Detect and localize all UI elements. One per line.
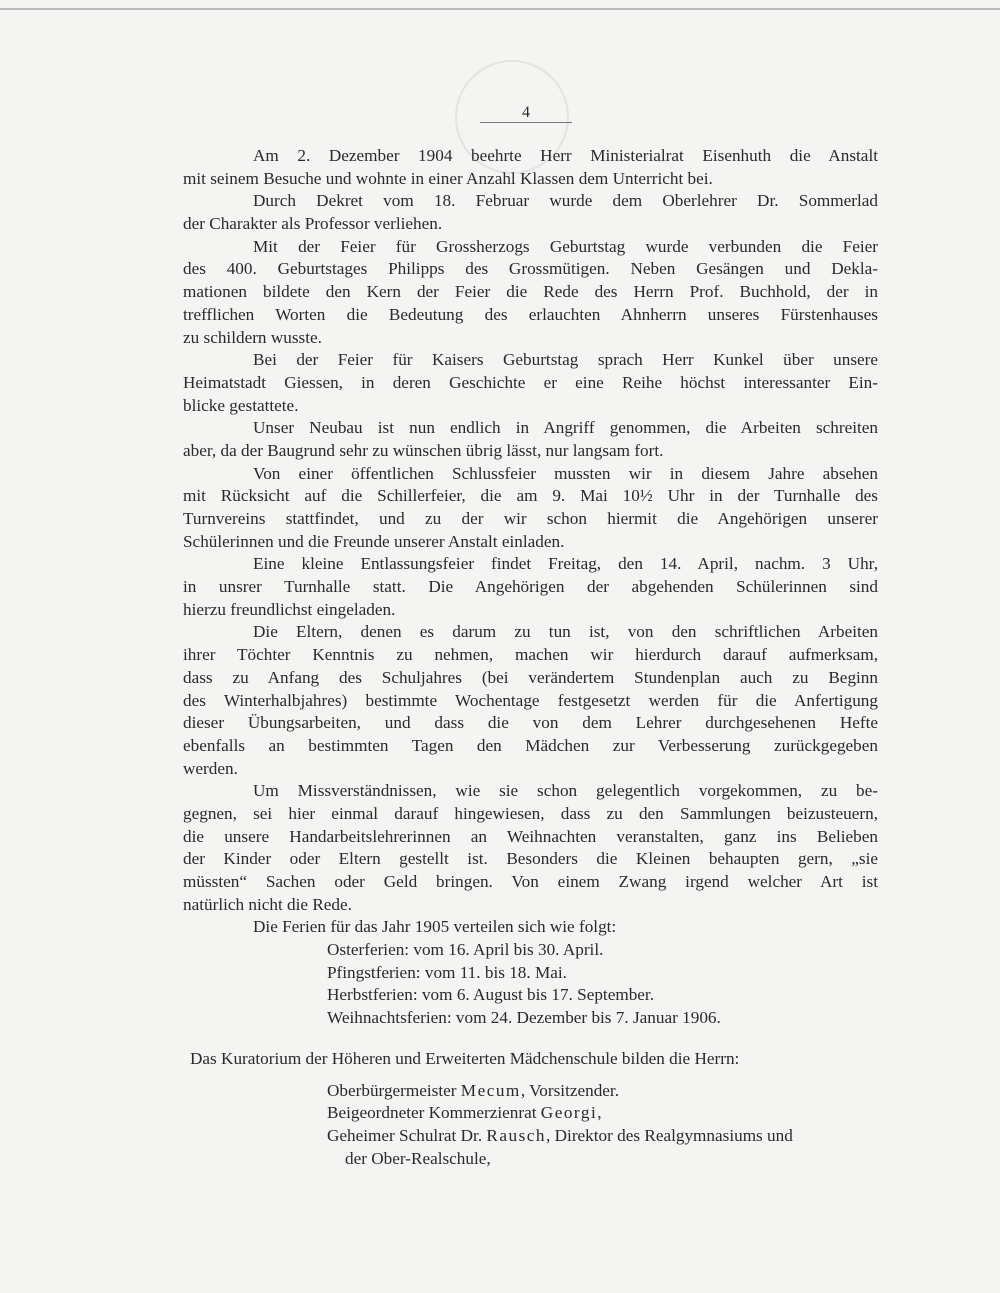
text-line: trefflichen Worten die Bedeutung des erlauchten Ahnherrn unseres Fürstenhauses: [183, 304, 878, 324]
member-name: Rausch: [486, 1125, 547, 1145]
text-line: Unser Neubau ist nun endlich in Angriff genommen, die Arbeiten schreiten: [253, 418, 878, 438]
text-line: des 400. Geburtstages Philipps des Grossmütigen. Neben Gesängen und Dekla-: [183, 259, 878, 279]
text-line: mationen bildete den Kern der Feier die Rede des Herrn Prof. Buchhold, der in: [183, 282, 878, 302]
text-line: natürlich nicht die Rede.: [183, 894, 352, 914]
member-post: , Vorsitzender.: [520, 1080, 619, 1100]
text-line: aber, da der Baugrund sehr zu wünschen übrig lässt, nur langsam fort.: [183, 440, 664, 460]
text-line: Mit der Feier für Grossherzogs Geburtstag wurde verbunden die Feier: [253, 236, 878, 256]
kuratorium-member: [183, 1102, 878, 1125]
member-pre: Oberbürgermeister: [327, 1080, 461, 1100]
scan-edge: [0, 8, 1000, 10]
member-pre: Geheimer Schulrat Dr.: [327, 1125, 487, 1145]
text-line: gegnen, sei hier einmal darauf hingewiesen, dass zu den Sammlungen beizusteuern,: [183, 803, 878, 823]
paragraph: [183, 463, 878, 554]
paragraph: [183, 780, 878, 916]
text-line: müssten“ Sachen oder Geld bringen. Von einem Zwang irgend welcher Art ist: [183, 872, 878, 891]
text-line: Die Eltern, denen es darum zu tun ist, von den schriftlichen Arbeiten: [253, 622, 878, 642]
text-line: Turnvereins stattfindet, und zu der wir schon hiermit die Angehörigen unserer: [183, 509, 878, 528]
text-line: Schülerinnen und die Freunde unserer Anstalt einladen.: [183, 531, 565, 551]
text-line: Am 2. Dezember 1904 beehrte Herr Ministerialrat Eisenhuth die Anstalt: [253, 146, 878, 165]
ferien-intro: Die Ferien für das Jahr 1905 verteilen sich wie folgt:: [253, 917, 617, 937]
paragraph: [183, 621, 878, 780]
document-body: [183, 145, 878, 1170]
text-line: der Kinder oder Eltern gestellt ist. Besonders die Kleinen behaupten gern, „sie: [183, 849, 878, 869]
paragraph: [183, 236, 878, 349]
paragraph: [183, 145, 878, 190]
text-line: Von einer öffentlichen Schlussfeier mussten wir in diesem Jahre absehen: [253, 463, 878, 483]
text-line: werden.: [183, 758, 238, 778]
member-post: ,: [597, 1103, 602, 1123]
paragraph: [183, 417, 878, 462]
kuratorium-continuation: der Ober-Realschule,: [345, 1148, 491, 1168]
paragraphs: [183, 145, 878, 916]
text-line: Durch Dekret vom 18. Februar wurde dem Oberlehrer Dr. Sommerlad: [253, 191, 878, 211]
kuratorium-list: [183, 1080, 878, 1148]
kuratorium-intro: Das Kuratorium der Höheren und Erweiterten Mädchenschule bilden die Herrn:: [190, 1048, 740, 1068]
text-line: ebenfalls an bestimmten Tagen den Mädchen zur Verbesserung zurückgegeben: [183, 735, 878, 755]
ferien-item: Osterferien: vom 16. April bis 30. April.: [327, 940, 604, 960]
text-line: mit Rücksicht auf die Schillerfeier, die am 9. Mai 10½ Uhr in der Turnhalle des: [183, 486, 878, 506]
ferien-item: Herbstferien: vom 6. August bis 17. September.: [327, 985, 654, 1005]
text-line: dass zu Anfang des Schuljahres (bei verändertem Stundenplan auch zu Beginn: [183, 667, 878, 687]
ferien-item: Pfingstferien: vom 11. bis 18. Mai.: [327, 962, 567, 982]
text-line: Eine kleine Entlassungsfeier findet Freitag, den 14. April, nachm. 3 Uhr,: [253, 554, 878, 574]
paragraph: [183, 190, 878, 235]
page-number: 4: [480, 104, 572, 123]
text-line: ihrer Töchter Kenntnis zu nehmen, machen wir hierdurch darauf aufmerksam,: [183, 645, 878, 665]
member-name: Georgi: [540, 1103, 598, 1123]
member-post: , Direktor des Realgymnasiums und: [546, 1125, 793, 1145]
text-line: Heimatstadt Giessen, in deren Geschichte er eine Reihe höchst interessanter Ein-: [183, 372, 878, 392]
member-pre: Beigeordneter Kommerzienrat: [327, 1103, 541, 1123]
text-line: der Charakter als Professor verliehen.: [183, 214, 443, 234]
text-line: dieser Übungsarbeiten, und dass die von dem Lehrer durchgesehenen Hefte: [183, 713, 878, 733]
text-line: des Winterhalbjahres) bestimmte Wochentage festgesetzt werden für die Anfertigung: [183, 690, 878, 710]
text-line: Bei der Feier für Kaisers Geburtstag sprach Herr Kunkel über unsere: [253, 350, 878, 370]
kuratorium-member: [183, 1080, 878, 1103]
text-line: die unsere Handarbeitslehrerinnen an Weihnachten veranstalten, ganz ins Belieben: [183, 826, 878, 846]
member-name: Mecum: [460, 1080, 521, 1100]
text-line: mit seinem Besuche und wohnte in einer Anzahl Klassen dem Unterricht bei.: [183, 168, 713, 188]
paragraph: [183, 553, 878, 621]
text-line: blicke gestattete.: [183, 395, 299, 415]
kuratorium-member: [183, 1125, 878, 1148]
ferien-list: [183, 939, 878, 1030]
text-line: Um Missverständnissen, wie sie schon gelegentlich vorgekommen, zu be-: [253, 781, 878, 801]
paragraph: [183, 349, 878, 417]
ferien-item: Weihnachtsferien: vom 24. Dezember bis 7. Januar 1906.: [327, 1008, 721, 1028]
text-line: hierzu freundlichst eingeladen.: [183, 599, 396, 619]
text-line: in unsrer Turnhalle statt. Die Angehörigen der abgehenden Schülerinnen sind: [183, 577, 878, 597]
text-line: zu schildern wusste.: [183, 327, 322, 347]
